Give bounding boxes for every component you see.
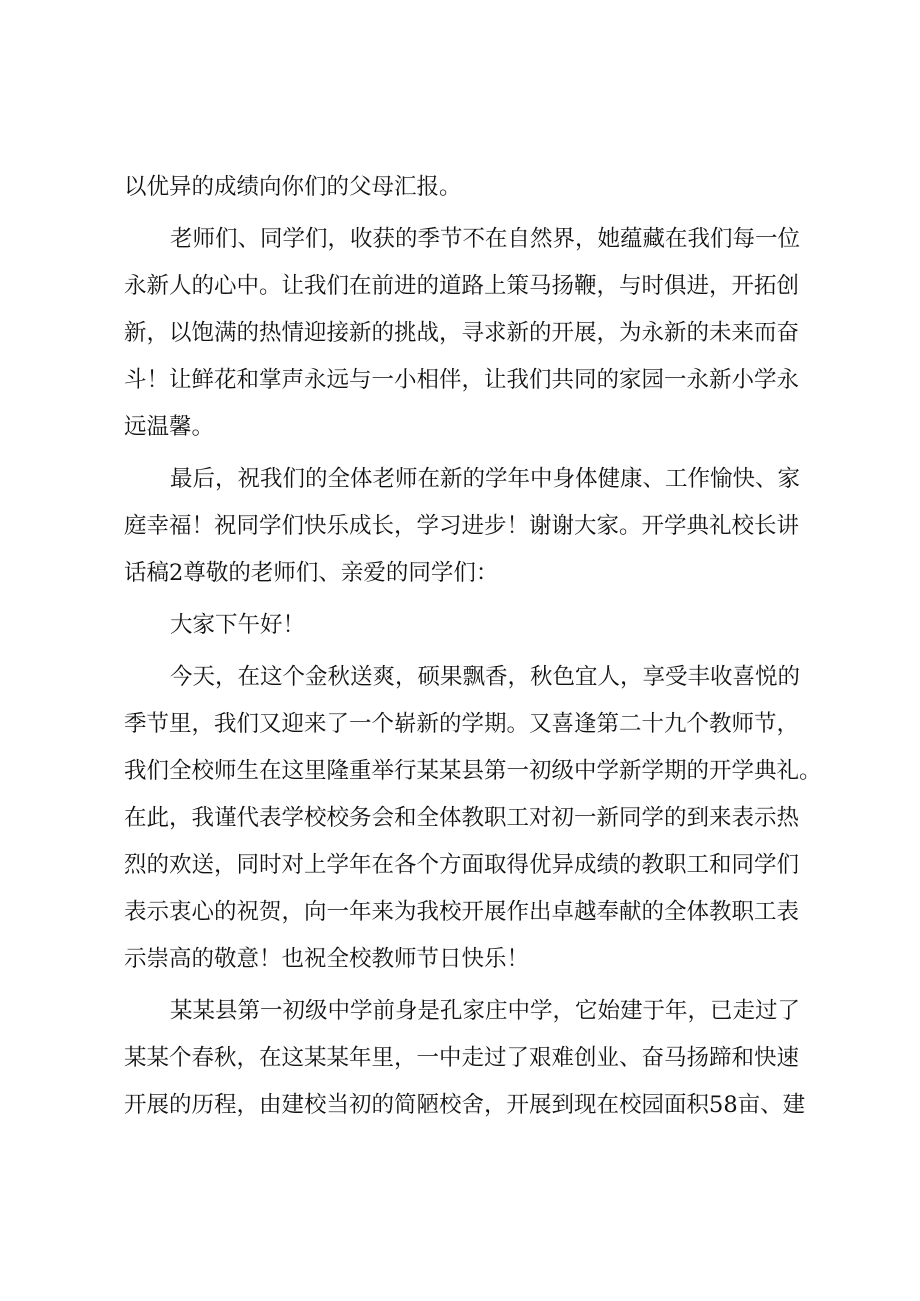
greeting-line: 大家下午好！ bbox=[170, 612, 306, 638]
text-line: 话稿2尊敬的老师们、亲爱的同学们： bbox=[124, 560, 499, 586]
text-line: 开展的历程，由建校当初的简陋校舍，开展到现在校园面积58亩、建 bbox=[124, 1092, 806, 1118]
text-line: 表示衷心的祝贺，向一年来为我校开展作出卓越奉献的全体教职工表 bbox=[124, 899, 800, 925]
text-line: 我们全校师生在这里隆重举行某某县第一初级中学新学期的开学典礼。 bbox=[124, 758, 822, 784]
text-line: 新，以饱满的热情迎接新的挑战，寻求新的开展，为永新的未来而奋 bbox=[124, 320, 800, 346]
paragraph-first-line: 今天，在这个金秋送爽，硕果飘香，秋色宜人，享受丰收喜悦的 bbox=[170, 664, 801, 690]
text-line: 某某个春秋，在这某某年里，一中走过了艰难创业、奋马扬蹄和快速 bbox=[124, 1045, 800, 1071]
text-line: 季节里，我们又迎来了一个崭新的学期。又喜逢第二十九个教师节， bbox=[124, 711, 800, 737]
text-line: 远温馨。 bbox=[124, 414, 215, 440]
text-line: 在此，我谨代表学校校务会和全体教职工对初一新同学的到来表示热 bbox=[124, 805, 800, 831]
text-line: 烈的欢送，同时对上学年在各个方面取得优异成绩的教职工和同学们 bbox=[124, 852, 800, 878]
paragraph-first-line: 老师们、同学们，收获的季节不在自然界，她蕴藏在我们每一位 bbox=[170, 226, 801, 252]
text-line: 永新人的心中。让我们在前进的道路上策马扬鞭，与时俱进，开拓创 bbox=[124, 273, 800, 299]
text-line: 以优异的成绩向你们的父母汇报。 bbox=[124, 174, 462, 200]
text-line: 示崇高的敬意！也祝全校教师节日快乐！ bbox=[124, 946, 530, 972]
paragraph-first-line: 某某县第一初级中学前身是孔家庄中学，它始建于年，已走过了 bbox=[170, 998, 801, 1024]
text-line: 斗！让鲜花和掌声永远与一小相伴，让我们共同的家园一永新小学永 bbox=[124, 367, 800, 393]
text-line: 庭幸福！祝同学们快乐成长，学习进步！谢谢大家。开学典礼校长讲 bbox=[124, 513, 800, 539]
paragraph-first-line: 最后，祝我们的全体老师在新的学年中身体健康、工作愉快、家 bbox=[170, 466, 801, 492]
body-text bbox=[124, 164, 834, 1129]
